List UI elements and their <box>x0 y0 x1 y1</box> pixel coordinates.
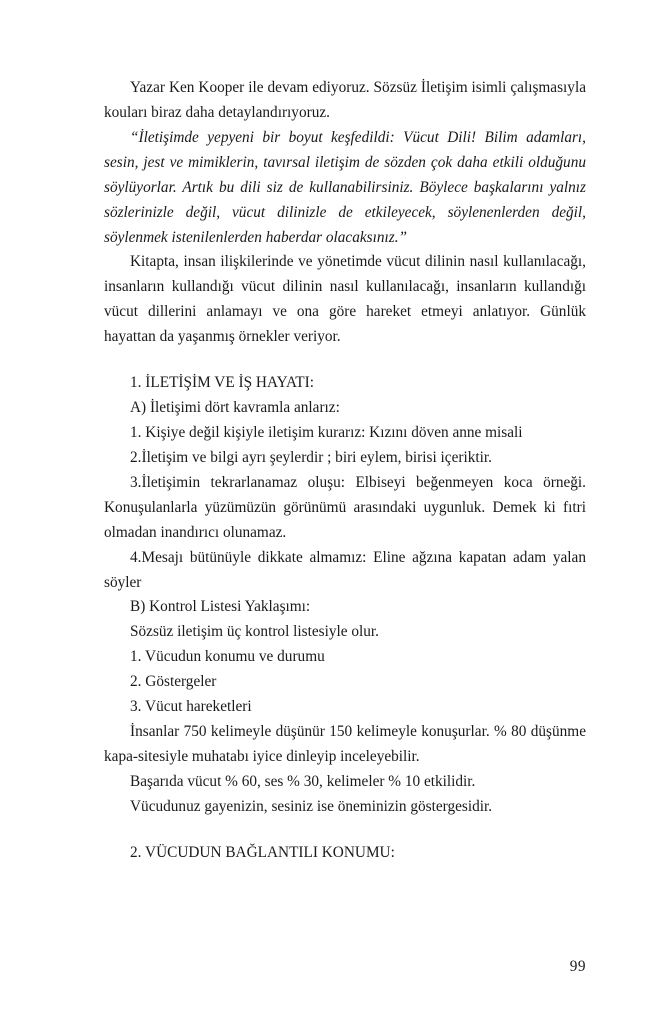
paragraph-statistics-3: Vücudunuz gayenizin, sesiniz ise öneminizin göstergesidir. <box>130 797 493 815</box>
page-body <box>104 76 586 866</box>
list-item-b-3: 3. Vücut hareketleri <box>130 698 252 716</box>
list-item-b: B) Kontrol Listesi Yaklaşımı: <box>130 598 311 616</box>
list-item-a-4: 4.Mesajı bütünüyle dikkate almamız: Eline ağzına kapatan adam yalan söyler <box>104 548 586 591</box>
list-item-b-1: 1. Vücudun konumu ve durumu <box>130 648 325 666</box>
list-item-a-2: 2.İletişim ve bilgi ayrı şeylerdir ; biri eylem, birisi içeriktir. <box>130 448 492 466</box>
paragraph-quote: “İletişimde yepyeni bir boyut keşfedildi: Vücut Dili! Bilim adamları, sesin, jest ve mimiklerin, tavırsal iletişim de sözden çok daha etkili olduğunu söylüyorlar. Artık bu dili siz de kullanabilirsiniz. Böylece başkalarını yalnız sözlerinizle değil, vücut dilinizle de etkileyecek, söylenenlerden değil, söylenmek istenilenlerden haberdar olacaksınız.” <box>104 128 586 246</box>
list-item-a-1: 1. Kişiye değil kişiyle iletişim kurarız: Kızını döven anne misali <box>130 423 523 441</box>
paragraph-statistics-2: Başarıda vücut % 60, ses % 30, kelimeler % 10 etkilidir. <box>130 772 476 790</box>
paragraph-summary: Kitapta, insan ilişkilerinde ve yönetimde vücut dilinin nasıl kullanılacağı, insanların kullandığı vücut dilinin nasıl kullanılacağı, insanların kullandığı vücut dillerini anlamayı ve ona göre hareket etmeyi anlatıyor. Günlük hayattan da yaşanmış örnekler veriyor. <box>104 253 586 346</box>
list-item-a-3: 3.İletişimin tekrarlanamaz oluşu: Elbiseyi beğenmeyen koca örneği. Konuşulanlarla yüzümüzün görünümü arasındaki uygunluk. Demek ki fıtri olmadan inandırıcı olunamaz. <box>104 473 586 541</box>
paragraph-statistics-1: İnsanlar 750 kelimeyle düşünür 150 kelimeyle konuşurlar. % 80 düşünme kapa-sitesiyle muhatabı iyice dinleyip inceleyebilir. <box>104 723 586 765</box>
heading-section-2: 2. VÜCUDUN BAĞLANTILI KONUMU: <box>130 843 395 861</box>
list-item-b-2: 2. Göstergeler <box>130 673 217 691</box>
heading-section-1: 1. İLETİŞİM VE İŞ HAYATI: <box>130 374 314 392</box>
list-item-a: A) İletişimi dört kavramla anlarız: <box>130 399 340 417</box>
list-item-b-intro: Sözsüz iletişim üç kontrol listesiyle olur. <box>130 623 379 641</box>
paragraph-intro: Yazar Ken Kooper ile devam ediyoruz. Sözsüz İletişim isimli çalışmasıyla kouları biraz daha detaylandırıyoruz. <box>104 79 586 121</box>
page-number: 99 <box>569 958 586 975</box>
